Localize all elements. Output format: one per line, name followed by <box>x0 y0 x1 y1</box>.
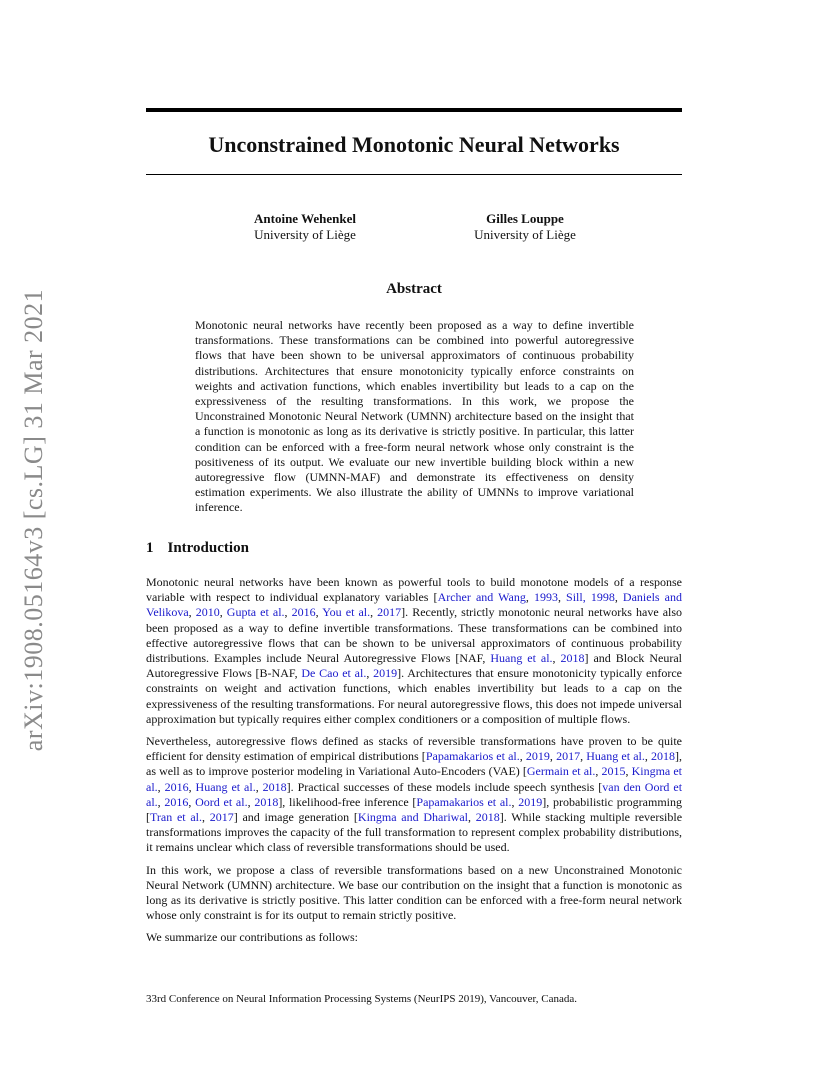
body-text-span: ], likelihood-free inference [ <box>278 794 417 809</box>
body-text-span: , <box>315 605 323 620</box>
abstract-text: Monotonic neural networks have recently been proposed as a way to define invertible transformations. These transformations can be combined into powerful autoregressive flows that have been shown to be universal approximators of continuous probability distributions. Architectures that ensure monotonicity typically enforce constraints on weights and activation functions, which enables invertibility but leads to a cap on the expressiveness of the resulting transformations. In this work, we propose the Unconstrained Monotonic Neural Network (UMNN) architecture based on the insight that a function is monotonic as long as its derivative is strictly positive. In particular, this latter condition can be enforced with a free-form neural network whose only constraint is the positiveness of its output. We evaluate our new invertible building block within a new autoregressive flow (UMNN-MAF) and demonstrate its effectiveness on density estimation experiments. We also illustrate the ability of UMNNs to improve variational inference. <box>195 318 634 515</box>
citation-link[interactable]: 2016 <box>291 605 316 620</box>
body-text-span: , <box>580 749 587 764</box>
body-text-span: , <box>552 651 561 666</box>
body-text-span: , <box>255 779 263 794</box>
body-text-span: , <box>614 590 623 605</box>
author-affiliation: University of Liège <box>254 227 356 242</box>
body-text-span: ], probabilistic programming [ <box>146 794 683 825</box>
conference-footnote: 33rd Conference on Neural Information Processing Systems (NeurIPS 2019), Vancouver, Canada. <box>146 993 578 1005</box>
section-heading <box>146 540 249 557</box>
citation-link[interactable]: 2010 <box>195 605 220 620</box>
citation-link[interactable]: Archer and Wang <box>437 590 526 605</box>
body-text-span: , <box>247 794 255 809</box>
citation-link[interactable]: Papamakarios et al. <box>416 794 512 809</box>
body-text-span: , <box>188 605 196 620</box>
citation-link[interactable]: van den Oord et al. <box>146 779 683 809</box>
body-text-span: , <box>511 794 519 809</box>
citation-link[interactable]: 2018 <box>475 810 500 825</box>
body-paragraph <box>146 863 682 924</box>
body-text-span: , <box>219 605 227 620</box>
author-name: Gilles Louppe <box>486 211 564 226</box>
body-text-span: , <box>644 749 652 764</box>
citation-link[interactable]: You et al. <box>322 605 371 620</box>
author-name: Antoine Wehenkel <box>254 211 356 226</box>
body-text-span: , <box>525 590 534 605</box>
citation-link[interactable]: 1993 <box>533 590 558 605</box>
citation-link[interactable]: 2016 <box>164 779 189 794</box>
citation-link[interactable]: Tran et al. <box>150 810 202 825</box>
body-text-span: , <box>188 779 196 794</box>
body-text-span: , <box>595 764 602 779</box>
citation-link[interactable]: 2019 <box>373 666 398 681</box>
citation-link[interactable]: 2018 <box>262 779 287 794</box>
body-text-span: ]. Practical successes of these models include speech synthesis [ <box>286 779 603 794</box>
citation-link[interactable]: 2019 <box>525 749 550 764</box>
body-text-span: Monotonic neural networks have been known as powerful tools to build monotone models of a response variable with respect to individual explanatory variables [ <box>146 575 682 605</box>
body-text-span: In this work, we propose a class of reversible transformations based on a new Unconstrained Monotonic Neural Network (UMNN) architecture. We base our contribution on the insight that a function is monotonic as long as its derivative is strictly positive. This latter condition can be enforced with a free-form neural network whose only constraint is for its output to remain strictly positive. <box>146 862 682 923</box>
citation-link[interactable]: De Cao et al. <box>301 666 367 681</box>
citation-link[interactable]: Huang et al. <box>490 651 553 666</box>
citation-link[interactable]: 2017 <box>556 749 581 764</box>
body-text-span: ] and Block Neural Autoregressive Flows [B-NAF, <box>146 651 682 681</box>
citation-link[interactable]: 2017 <box>209 810 234 825</box>
section-title: Introduction <box>167 540 249 556</box>
citation-link[interactable]: Oord et al. <box>195 794 248 809</box>
citation-link[interactable]: 2016 <box>164 794 189 809</box>
body-text-span: , <box>202 810 210 825</box>
citation-link[interactable]: 2019 <box>518 794 543 809</box>
body-paragraph <box>146 734 682 856</box>
paper-title: Unconstrained Monotonic Neural Networks <box>208 132 620 157</box>
body-text-span: , <box>370 605 378 620</box>
body-text-span: ]. While stacking multiple reversible transformations improves the capacity of the full transformation to represent complex probability distributions, it remains unclear which class of reversible transformations should be used. <box>146 810 683 855</box>
arxiv-identifier: arXiv:1908.05164v3 [cs.LG] 31 Mar 2021 <box>19 288 48 752</box>
body-text-span: , <box>519 749 526 764</box>
body-text-span: , <box>366 666 374 681</box>
body-text-span: , <box>468 810 476 825</box>
body-paragraph <box>146 930 682 945</box>
introduction-body <box>146 575 682 953</box>
citation-link[interactable]: Huang et al. <box>195 779 256 794</box>
section-number: 1 <box>146 540 154 556</box>
citation-link[interactable]: 2018 <box>560 651 585 666</box>
body-text-span: , <box>284 605 292 620</box>
body-paragraph <box>146 575 682 727</box>
citation-link[interactable]: Kingma and Dhariwal <box>357 810 468 825</box>
body-text-span: We summarize our contributions as follows: <box>146 930 358 945</box>
body-text-span: , <box>557 590 567 605</box>
citation-link[interactable]: Germain et al. <box>526 764 596 779</box>
body-text-span: ]. Recently, strictly monotonic neural networks have also been proposed as a way to define invertible transformations. These transformations can be combined into effective autoregressive flows that can be shown to be universal approximators of continuous probability distributions. Examples include Neural Autoregressive Flows [NAF, <box>146 605 683 666</box>
body-text-span: , <box>157 779 165 794</box>
citation-link[interactable]: 2018 <box>254 794 279 809</box>
citation-link[interactable]: 2018 <box>651 749 676 764</box>
body-text-span: Nevertheless, autoregressive flows defined as stacks of reversible transformations have proven to be quite efficient for density estimation of empirical distributions [ <box>146 734 682 764</box>
citation-link[interactable]: Huang et al. <box>586 749 645 764</box>
citation-link[interactable]: Daniels and Velikova <box>146 590 682 620</box>
citation-link[interactable]: Gupta et al. <box>226 605 285 620</box>
body-text-span: , <box>549 749 557 764</box>
author-block <box>450 211 600 243</box>
body-text-span: ]. Architectures that ensure monotonicity typically enforce constraints on weight and activation functions, which enables invertibility but leads to a cap on the expressiveness of the resulting transformations. For neural autoregressive flows, this does not impede universal approximation but typically requires either complex conditioners or a composition of multiple flows. <box>146 666 682 726</box>
title-bottom-rule <box>146 174 682 175</box>
body-text-span: ] and image generation [ <box>233 810 358 825</box>
citation-link[interactable]: 2017 <box>377 605 402 620</box>
author-affiliation: University of Liège <box>474 227 576 242</box>
body-text-span: ], as well as to improve posterior modeling in Variational Auto-Encoders (VAE) [ <box>146 749 683 779</box>
body-text-span: , <box>625 764 632 779</box>
citation-link[interactable]: Sill, 1998 <box>566 590 615 605</box>
abstract-heading: Abstract <box>386 281 442 297</box>
body-text-span: , <box>157 794 165 809</box>
body-text-span: , <box>188 794 196 809</box>
title-top-rule <box>146 108 682 112</box>
citation-link[interactable]: Papamakarios et al. <box>425 749 520 764</box>
author-block <box>230 211 380 243</box>
citation-link[interactable]: Kingma et al. <box>146 764 683 794</box>
citation-link[interactable]: 2015 <box>601 764 626 779</box>
